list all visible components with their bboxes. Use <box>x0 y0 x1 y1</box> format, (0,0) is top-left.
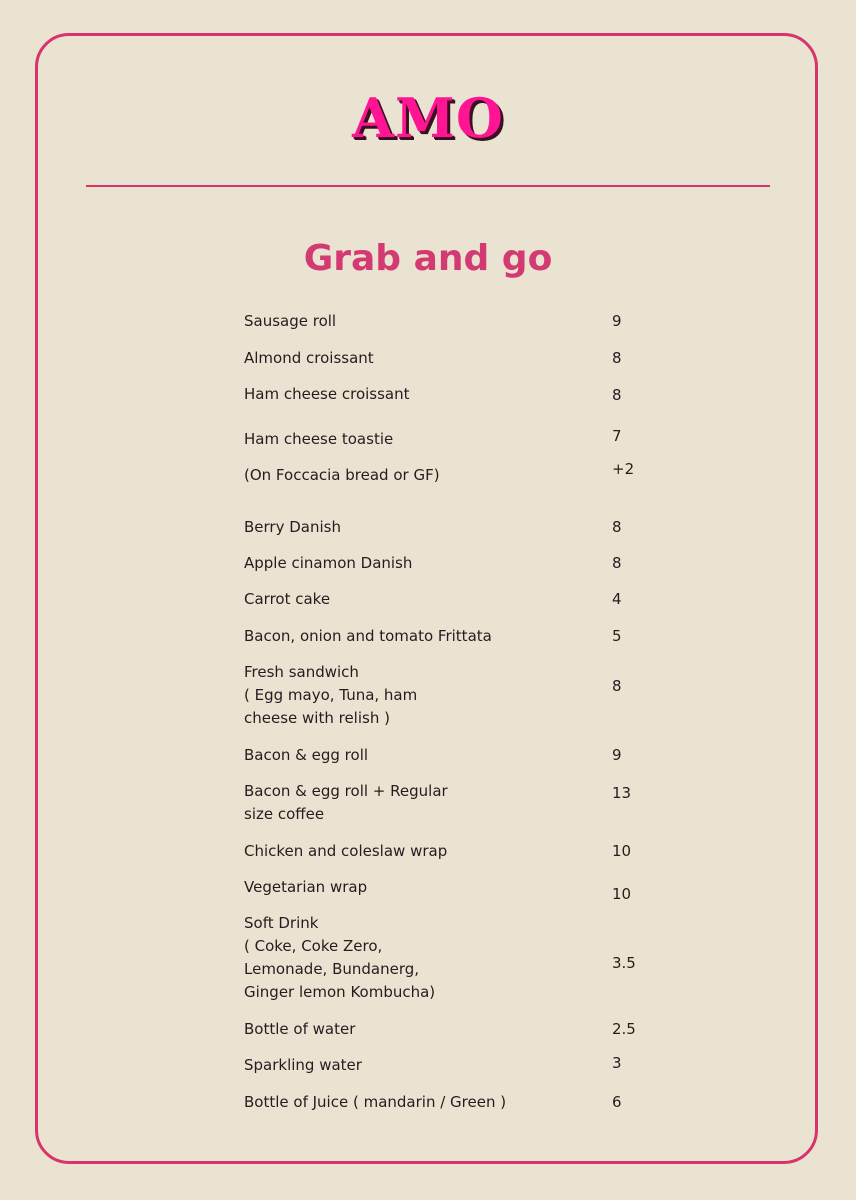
menu-item-name: Ham cheese croissant <box>244 385 410 403</box>
menu-item-price: 8 <box>612 677 622 695</box>
menu-item-name: Bottle of Juice ( mandarin / Green ) <box>244 1093 507 1111</box>
menu-item-name: Sparkling water <box>244 1056 362 1074</box>
menu-item-price: 7 <box>612 427 622 445</box>
menu-item-name: Apple cinamon Danish <box>244 554 413 572</box>
menu-item-name: Almond croissant <box>244 349 374 367</box>
menu-item-name: Sausage roll <box>244 312 337 330</box>
menu-item-name: Chicken and coleslaw wrap <box>244 842 448 860</box>
menu-item-name: Vegetarian wrap <box>244 878 368 896</box>
menu-item-name: Carrot cake <box>244 590 331 608</box>
menu-item-price: 10 <box>612 885 632 903</box>
divider-line <box>86 185 770 187</box>
menu-item-price: 3 <box>612 1054 622 1072</box>
menu-item-name: Bacon & egg roll + Regular size coffee <box>244 782 448 823</box>
menu-item-price: 9 <box>612 312 622 330</box>
menu-item-name: Bacon, onion and tomato Frittata <box>244 627 492 645</box>
menu-item-name: Bacon & egg roll <box>244 746 369 764</box>
menu-item-price: 8 <box>612 349 622 367</box>
menu-item-price: 2.5 <box>612 1020 636 1038</box>
menu-item-price: 9 <box>612 746 622 764</box>
menu-item-name: (On Foccacia bread or GF) <box>244 466 440 484</box>
menu-item-price: 6 <box>612 1093 622 1111</box>
brand-logo: AMO <box>352 86 504 150</box>
menu-item-price: 5 <box>612 627 622 645</box>
menu-item-name: Bottle of water <box>244 1020 356 1038</box>
menu-item-price: 8 <box>612 518 622 536</box>
menu-item-price: 8 <box>612 554 622 572</box>
menu-item-price: +2 <box>612 460 635 478</box>
menu-item-name: Berry Danish <box>244 518 341 536</box>
menu-item-price: 10 <box>612 842 632 860</box>
menu-item-name: Fresh sandwich ( Egg mayo, Tuna, ham cheese with relish ) <box>244 663 418 727</box>
menu-item-price: 8 <box>612 386 622 404</box>
menu-item-name: Soft Drink ( Coke, Coke Zero, Lemonade, Bundanerg, Ginger lemon Kombucha) <box>244 914 436 1001</box>
menu-item-price: 4 <box>612 590 622 608</box>
menu-item-price: 13 <box>612 784 632 802</box>
section-title: Grab and go <box>303 238 553 279</box>
menu-item-price: 3.5 <box>612 954 636 972</box>
menu-item-name: Ham cheese toastie <box>244 430 394 448</box>
